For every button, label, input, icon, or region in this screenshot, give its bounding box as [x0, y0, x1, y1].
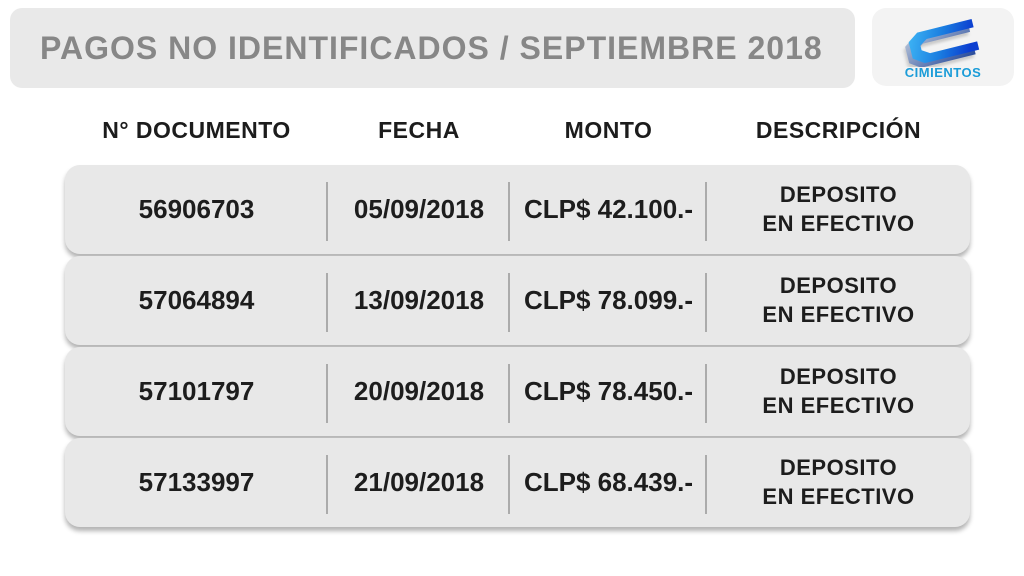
- table-row: [65, 347, 970, 436]
- column-header-documento: N° DOCUMENTO: [102, 116, 291, 143]
- cell-documento: 56906703: [65, 165, 328, 254]
- cell-descripcion: [707, 347, 970, 436]
- cell-monto: CLP$ 42.100.-: [510, 165, 707, 254]
- header: [10, 8, 1014, 88]
- cell-documento: 57101797: [65, 347, 328, 436]
- payments-table: [65, 165, 970, 527]
- cell-fecha: 20/09/2018: [328, 347, 510, 436]
- descripcion-line1: DEPOSITO: [779, 454, 898, 480]
- cell-monto: CLP$ 78.099.-: [510, 256, 707, 345]
- table-header-row: [65, 115, 970, 145]
- cell-descripcion: [707, 256, 970, 345]
- column-header-monto: MONTO: [564, 116, 653, 143]
- column-header-descripcion: DESCRIPCIÓN: [755, 116, 922, 143]
- title-banner: [10, 8, 855, 88]
- descripcion-line2: EN EFECTIVO: [762, 210, 915, 236]
- descripcion-line2: EN EFECTIVO: [762, 392, 915, 418]
- column-header-fecha: FECHA: [378, 116, 460, 143]
- table-row: [65, 165, 970, 254]
- cell-monto: CLP$ 68.439.-: [510, 438, 707, 527]
- brand-logo: [872, 8, 1014, 86]
- descripcion-line2: EN EFECTIVO: [762, 301, 915, 327]
- cell-descripcion: [707, 438, 970, 527]
- page-title: PAGOS NO IDENTIFICADOS / SEPTIEMBRE 2018: [40, 29, 823, 66]
- cimientos-logo-icon: [895, 17, 991, 67]
- descripcion-line2: EN EFECTIVO: [762, 483, 915, 509]
- cell-descripcion: [707, 165, 970, 254]
- brand-name: CIMIENTOS: [904, 64, 982, 80]
- cell-fecha: 21/09/2018: [328, 438, 510, 527]
- cell-documento: 57133997: [65, 438, 328, 527]
- cell-monto: CLP$ 78.450.-: [510, 347, 707, 436]
- cell-fecha: 05/09/2018: [328, 165, 510, 254]
- table-row: [65, 438, 970, 527]
- descripcion-line1: DEPOSITO: [779, 363, 898, 389]
- cell-documento: 57064894: [65, 256, 328, 345]
- cell-fecha: 13/09/2018: [328, 256, 510, 345]
- descripcion-line1: DEPOSITO: [779, 181, 898, 207]
- table-row: [65, 256, 970, 345]
- descripcion-line1: DEPOSITO: [779, 272, 898, 298]
